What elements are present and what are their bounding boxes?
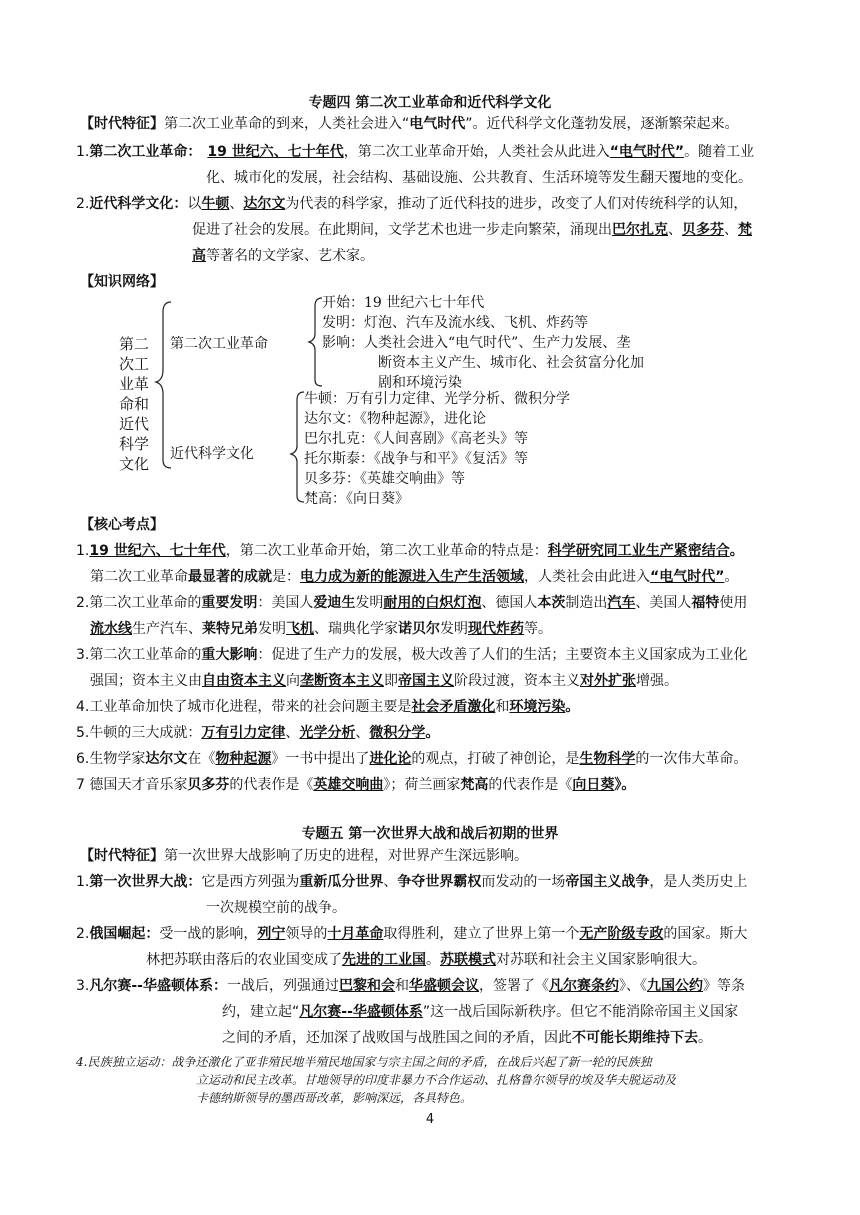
text-run: 耐用的白炽灯泡 — [383, 595, 482, 611]
text-run: 1. — [76, 543, 90, 559]
text-line — [222, 1028, 712, 1048]
text-line — [76, 541, 744, 561]
item4-line1: 4.民族独立运动：战争还激化了亚非殖民地半殖民地国家与宗主国之间的矛盾，在战后兴起了新一轮的民族独 — [76, 1055, 652, 1069]
item4-line3: 卡德纳斯领导的墨西哥改革，影响深远，各具特色。 — [196, 1091, 473, 1105]
text-run: 本茨 — [537, 595, 566, 611]
topic4-item2-line1 — [76, 194, 747, 214]
text-run: 的观点，打破了神创论，是 — [411, 751, 580, 767]
text-run: 福特 — [691, 595, 720, 611]
topic4-item1-line1 — [76, 142, 754, 162]
item2-l2a: 促进了社会的发展。在此期间，文学艺术也进一步走向繁荣，涌现出 — [192, 222, 612, 238]
text-run: 是： — [272, 569, 300, 585]
text-run: 使用 — [719, 595, 748, 611]
text-run: 。 — [729, 543, 744, 559]
text-run: 1. — [76, 874, 90, 890]
era-text-2: 电气时代 — [409, 116, 466, 132]
text-run: 和 — [394, 978, 409, 994]
item1-a: 19 世纪六、七十年代 — [207, 144, 344, 160]
text-line — [76, 593, 747, 613]
text-run: 、瑞典化学家 — [314, 621, 398, 637]
text-run: 在《 — [187, 751, 216, 767]
text-run: ：促进了生产力的发展，极大改善了人们的生活；主要资本主义国家成为工业化 — [257, 647, 748, 663]
text-run: 环境污染 — [509, 699, 566, 715]
root-line: 近代 — [118, 415, 149, 433]
mind-node: 贝多芬：《英雄交响曲》等 — [304, 471, 465, 487]
text-run: 约，建立起“ — [222, 1004, 300, 1020]
text-line — [206, 898, 346, 918]
topic5-era — [80, 846, 528, 866]
text-run: 帝国主义 — [398, 673, 454, 689]
text-run: 对外扩张 — [580, 673, 636, 689]
network-label: 【知识网络】 — [80, 274, 164, 290]
text-run: 》等条 — [702, 978, 745, 994]
text-run: 4.工业革命加快了城市化进程，带来的社会问题主要是 — [76, 699, 412, 715]
text-run: 。 — [425, 725, 440, 741]
text-run: 诺贝尔 — [398, 621, 440, 637]
item1-head: 第二次工业革命： — [89, 144, 202, 160]
text-line — [76, 872, 747, 892]
text-run: 自由资本主义 — [202, 673, 286, 689]
mind-node: 巴尔扎克：《人间喜剧》《高老头》等 — [304, 431, 528, 447]
branch1-label: 第二次工业革命 — [170, 336, 268, 352]
text-run: 最显著的成就 — [188, 569, 272, 585]
branch2-label: 近代科学文化 — [170, 446, 254, 462]
text-run: 》一书中提出了 — [271, 751, 370, 767]
text-run: 之间的矛盾，还加深了战败国与战胜国之间的矛盾，因此 — [222, 1030, 572, 1046]
text-run: 俄国崛起： — [89, 926, 160, 942]
text-run: 》；荷兰画家 — [383, 777, 461, 793]
text-run: 达尔文 — [145, 751, 188, 767]
text-run: 贝多芬 — [187, 777, 230, 793]
text-line — [90, 619, 552, 639]
text-run: 、德国人 — [481, 595, 538, 611]
text-line — [222, 1002, 738, 1022]
item1-b: ，第二次工业革命开始，人类社会从此进入 — [343, 144, 610, 160]
text-run: 和 — [495, 699, 510, 715]
text-run: 而发动的一场 — [481, 874, 566, 890]
text-line — [90, 671, 678, 691]
item2-l2c: 、 — [668, 222, 682, 238]
text-run: 3.第二次工业革命的 — [76, 647, 202, 663]
text-line — [90, 567, 738, 587]
text-run: 九国公约 — [646, 978, 703, 994]
mind-node: 发明：灯泡、汽车及流水线、飞机、炸药等 — [322, 315, 588, 331]
text-run: 电力成为新的能源进入生产生活领域 — [300, 569, 524, 585]
text-run: 。 — [698, 1030, 712, 1046]
text-line — [146, 950, 706, 970]
item2-l2e: 、 — [724, 222, 738, 238]
item2-num: 2. — [76, 196, 90, 212]
text-line — [76, 697, 579, 717]
topic4-item2-line2 — [192, 220, 752, 240]
text-run: 的代表作是《 — [488, 777, 573, 793]
text-run: ”这一战后国际新秩序。但它不能消除帝国主义国家 — [422, 1004, 739, 1020]
text-run: 万有引力定律 — [201, 725, 286, 741]
text-line — [76, 976, 745, 996]
item2-l2d: 贝多芬 — [682, 222, 724, 238]
text-run: 领导的 — [285, 926, 328, 942]
topic5-title: 专题五 第一次世界大战和战后初期的世界 — [301, 826, 559, 842]
text-run: 、 — [285, 725, 300, 741]
mindmap-branch2 — [170, 443, 254, 463]
topic4-era — [80, 114, 739, 134]
text-run: 强国；资本主义由 — [90, 673, 202, 689]
text-run: 先进的工业国 — [342, 952, 426, 968]
era-label: 【时代特征】 — [80, 116, 164, 132]
mind-node: 断资本主义产生、城市化、社会贫富分化加 — [378, 355, 644, 371]
text-run: 巴黎和会 — [338, 978, 395, 994]
text-run: 发明 — [440, 621, 468, 637]
text-run: 、 — [355, 725, 370, 741]
text-run: 生产汽车、 — [132, 621, 202, 637]
text-run: 它是西方列强为 — [201, 874, 300, 890]
text-run: 向日葵 — [572, 777, 615, 793]
item2-l3a: 高 — [192, 248, 206, 264]
mind-node: 剧和环境污染 — [378, 375, 462, 391]
item2-d: 达尔文 — [243, 196, 286, 212]
text-run: 、美国人 — [635, 595, 692, 611]
era-text-3: ”。近代科学文化蓬勃发展，逐渐繁荣起来。 — [465, 116, 739, 132]
era5-label: 【时代特征】 — [80, 848, 164, 864]
text-run: 华盛顿会议 — [408, 978, 479, 994]
text-run: 发明 — [355, 595, 384, 611]
text-run: 、 — [383, 874, 398, 890]
text-line — [76, 723, 439, 743]
item2-head: 近代科学文化： — [89, 196, 188, 212]
text-run: 5.牛顿的三大成就： — [76, 725, 202, 741]
text-run: 的国家。斯大 — [663, 926, 748, 942]
text-run: ，是人类历史上 — [649, 874, 748, 890]
text-run: 重大影响 — [201, 647, 258, 663]
mind-node: 牛顿：万有引力定律、光学分析、微积分学 — [304, 391, 570, 407]
text-run: 19 世纪六、七十年代 — [89, 543, 226, 559]
text-run: 爱迪生 — [313, 595, 356, 611]
text-run: 列宁 — [257, 926, 286, 942]
text-run: 2.第二次工业革命的 — [76, 595, 202, 611]
text-line — [76, 924, 747, 944]
mind-node: 影响：人类社会进入“电气时代”、生产力发展、垄 — [322, 335, 631, 351]
text-run: 帝国主义战争 — [565, 874, 650, 890]
text-run: 发明 — [258, 621, 286, 637]
item2-l2b: 巴尔扎克 — [612, 222, 668, 238]
topic4-title: 专题四 第二次工业革命和近代科学文化 — [308, 95, 552, 111]
text-run: 增强。 — [636, 673, 678, 689]
item2-a: 以 — [187, 196, 202, 212]
text-run: ：美国人 — [257, 595, 314, 611]
text-run: ，第二次工业革命开始，第二次工业革命的特点是： — [225, 543, 548, 559]
text-run: 一次规模空前的战争。 — [206, 900, 346, 916]
text-run: ，人类社会由此进入 — [524, 569, 650, 585]
text-run: 2. — [76, 926, 90, 942]
mind-node: 开始：19 世纪六七十年代 — [322, 295, 485, 311]
text-line — [76, 749, 747, 769]
text-run: 重新瓜分世界 — [299, 874, 384, 890]
text-run: 向 — [286, 673, 300, 689]
root-line: 命和 — [118, 395, 149, 413]
root-line: 次工 — [118, 355, 149, 373]
text-run: 微积分学 — [369, 725, 426, 741]
text-run: 梵高 — [460, 777, 489, 793]
mind-node: 达尔文：《物种起源》，进化论 — [304, 411, 486, 427]
text-run: 3. — [76, 978, 90, 994]
root-line: 科学 — [118, 435, 149, 453]
text-run: 莱特兄弟 — [202, 621, 258, 637]
root-line: 业革 — [118, 375, 149, 393]
mind-node: 梵高：《向日葵》 — [304, 491, 409, 507]
page-number: 4 — [425, 1112, 435, 1127]
text-run: 不可能长期维持下去 — [572, 1030, 698, 1046]
text-run: 进化论 — [369, 751, 412, 767]
text-run: 汽车 — [607, 595, 636, 611]
topic4-item1-line2: 化、城市化的发展，社会结构、基础设施、公共教育、生活环境等发生翻天覆地的变化。 — [206, 170, 752, 186]
text-run: ，签署了《 — [478, 978, 549, 994]
text-run: 对苏联和社会主义国家影响很大。 — [496, 952, 706, 968]
text-run: 的一次伟大革命。 — [635, 751, 748, 767]
text-run: 的代表作是《 — [229, 777, 314, 793]
text-run: 流水线 — [90, 621, 132, 637]
topic4-item2-line3 — [192, 246, 374, 266]
text-run: 英雄交响曲 — [313, 777, 384, 793]
text-run: 凡尔赛--华盛顿体系 — [299, 1004, 423, 1020]
text-run: 》、《 — [618, 978, 647, 994]
text-run: 等。 — [524, 621, 552, 637]
text-run: 林把苏联由落后的农业国变成了 — [146, 952, 342, 968]
item2-c: 、 — [229, 196, 244, 212]
text-run: 制造出 — [565, 595, 608, 611]
root-line: 第二 — [118, 335, 149, 353]
text-run: 第一次世界大战： — [89, 874, 202, 890]
text-run: 》。 — [614, 777, 636, 793]
text-run: 第二次工业革命 — [90, 569, 188, 585]
mind-node: 托尔斯泰：《战争与和平》《复活》等 — [304, 451, 528, 467]
item1-d: 。随着工业 — [684, 144, 755, 160]
text-run: 物种起源 — [215, 751, 272, 767]
item1-num: 1. — [76, 144, 90, 160]
text-run: 现代炸药 — [468, 621, 524, 637]
text-run: 6.生物学家 — [76, 751, 146, 767]
text-line — [76, 775, 635, 795]
item4-line2: 立运动和民主改革。甘地领导的印度非暴力不合作运动、扎格鲁尔领导的埃及华夫脱运动及 — [196, 1073, 677, 1087]
text-run: 生物科学 — [579, 751, 636, 767]
text-run: 垄断资本主义 — [300, 673, 384, 689]
text-run: 飞机 — [286, 621, 314, 637]
root-line: 文化 — [118, 455, 149, 473]
mindmap-root — [112, 334, 156, 474]
text-run: 。 — [724, 569, 739, 585]
item2-l2f: 梵 — [738, 222, 752, 238]
text-run: 科学研究同工业生产紧密结合 — [547, 543, 730, 559]
text-run: 一战后，列强通过 — [226, 978, 339, 994]
item1-c: “电气时代” — [609, 144, 685, 160]
text-run: 凡尔赛条约 — [548, 978, 619, 994]
text-run: 苏联模式 — [440, 952, 496, 968]
text-run: 阶段过渡，资本主义 — [454, 673, 580, 689]
text-run: 凡尔赛--华盛顿体系： — [89, 978, 227, 994]
item2-e: 为代表的科学家，推动了近代科技的进步，改变了人们对传统科学的认知， — [285, 196, 748, 212]
text-run: 。 — [565, 699, 580, 715]
text-run: 重要发明 — [201, 595, 258, 611]
text-run: 7 德国天才音乐家 — [76, 777, 188, 793]
text-run: 无产阶级专政 — [579, 926, 664, 942]
text-run: 社会矛盾激化 — [411, 699, 496, 715]
text-run: 即 — [384, 673, 398, 689]
text-run: 。 — [426, 952, 440, 968]
text-run: “电气时代” — [650, 569, 725, 585]
text-run: 十月革命 — [327, 926, 384, 942]
text-line — [76, 645, 747, 665]
era-text-1: 第二次工业革命的到来，人类社会进入“ — [164, 116, 410, 132]
text-run: 受一战的影响， — [159, 926, 258, 942]
item2-b: 牛顿 — [201, 196, 230, 212]
text-run: 光学分析 — [299, 725, 356, 741]
text-run: 争夺世界霸权 — [397, 874, 482, 890]
text-run: 取得胜利，建立了世界上第一个 — [383, 926, 580, 942]
core-label: 【核心考点】 — [80, 517, 164, 533]
item2-l3b: 等著名的文学家、艺术家。 — [206, 248, 374, 264]
mindmap-branch1 — [170, 333, 268, 353]
era5-text: 第一次世界大战影响了历史的进程，对世界产生深远影响。 — [164, 848, 528, 864]
